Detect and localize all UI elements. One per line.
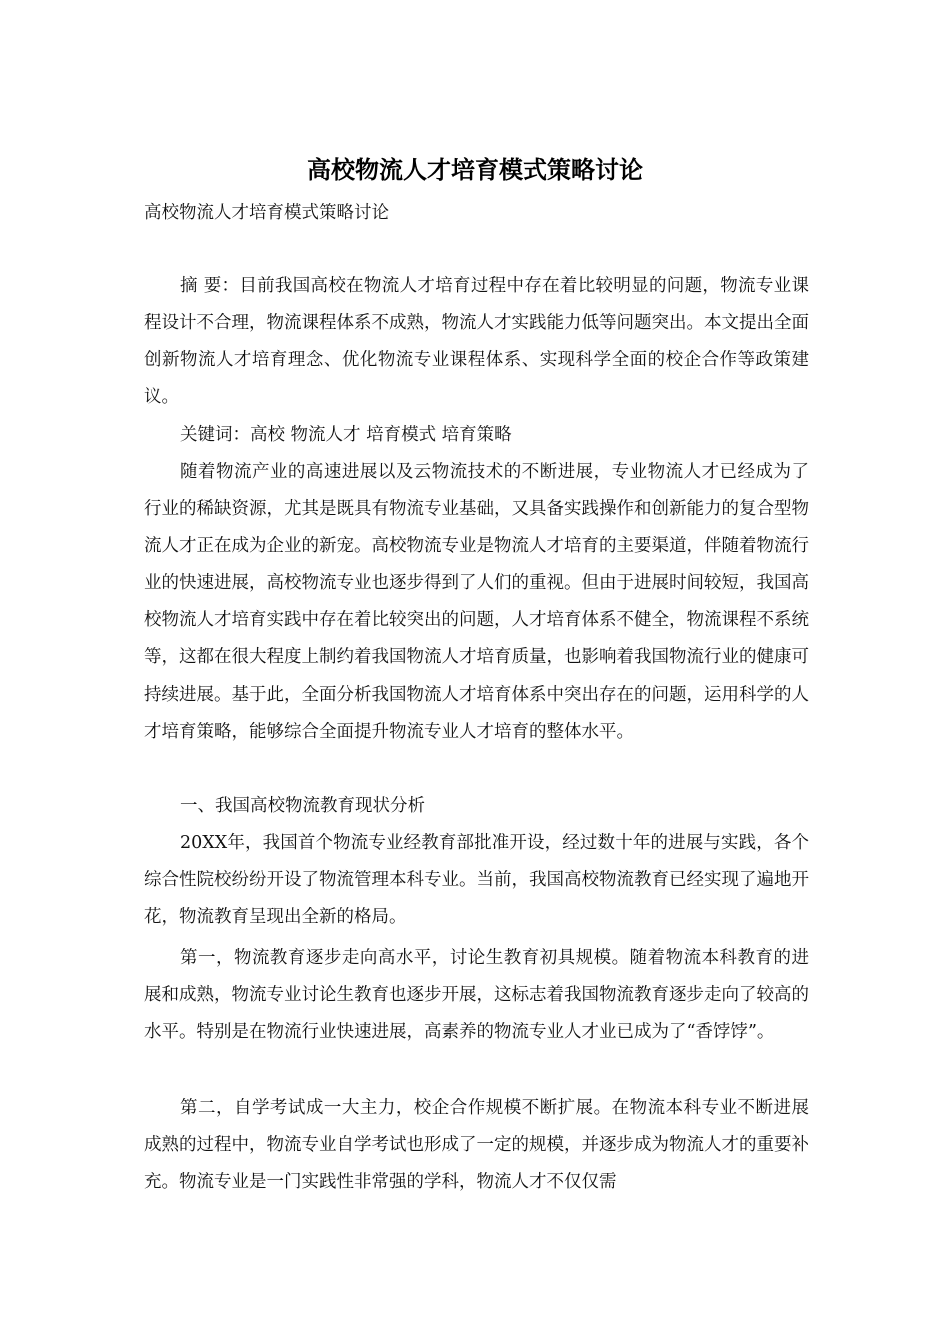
- section-heading: 一、我国高校物流教育现状分析: [180, 796, 425, 816]
- body-paragraph: 第二，自学考试成一大主力，校企合作规模不断扩展。在物流本科专业不断进展成熟的过程中，物流专业自学考试也形成了一定的规模，并逐步成为物流人才的重要补充。物流专业是一门实践性非常强的学科，物流人才不仅仅需: [144, 1098, 809, 1193]
- document-subtitle: 高校物流人才培育模式策略讨论: [144, 203, 389, 223]
- intro-paragraph: 随着物流产业的高速进展以及云物流技术的不断进展，专业物流人才已经成为了行业的稀缺资源，尤其是既具有物流专业基础，又具备实践操作和创新能力的复合型物流人才正在成为企业的新宠。高校物流专业是物流人才培育的主要渠道，伴随着物流行业的快速进展，高校物流专业也逐步得到了人们的重视。但由于进展时间较短，我国高校物流人才培育实践中存在着比较突出的问题，人才培育体系不健全，物流课程不系统等，这都在很大程度上制约着我国物流人才培育质量，也影响着我国物流行业的健康可持续进展。基于此，全面分析我国物流人才培育体系中突出存在的问题，运用科学的人才培育策略，能够综合全面提升物流专业人才培育的整体水平。: [144, 462, 809, 742]
- abstract-paragraph: 摘 要：目前我国高校在物流人才培育过程中存在着比较明显的问题，物流专业课程设计不合理，物流课程体系不成熟，物流人才实践能力低等问题突出。本文提出全面创新物流人才培育理念、优化物流专业课程体系、实现科学全面的校企合作等政策建议。: [144, 276, 809, 408]
- body-paragraph: 第一，物流教育逐步走向高水平，讨论生教育初具规模。随着物流本科教育的进展和成熟，物流专业讨论生教育也逐步开展，这标志着我国物流教育逐步走向了较高的水平。特别是在物流行业快速进展，高素养的物流专业人才业已成为了“香饽饽”。: [144, 948, 809, 1043]
- body-paragraph: 20XX年，我国首个物流专业经教育部批准开设，经过数十年的进展与实践，各个综合性院校纷纷开设了物流管理本科专业。当前，我国高校物流教育已经实现了遍地开花，物流教育呈现出全新的格局。: [144, 833, 809, 928]
- keywords-paragraph: 关键词：高校 物流人才 培育模式 培育策略: [180, 425, 512, 445]
- document-title: 高校物流人才培育模式策略讨论: [307, 155, 643, 184]
